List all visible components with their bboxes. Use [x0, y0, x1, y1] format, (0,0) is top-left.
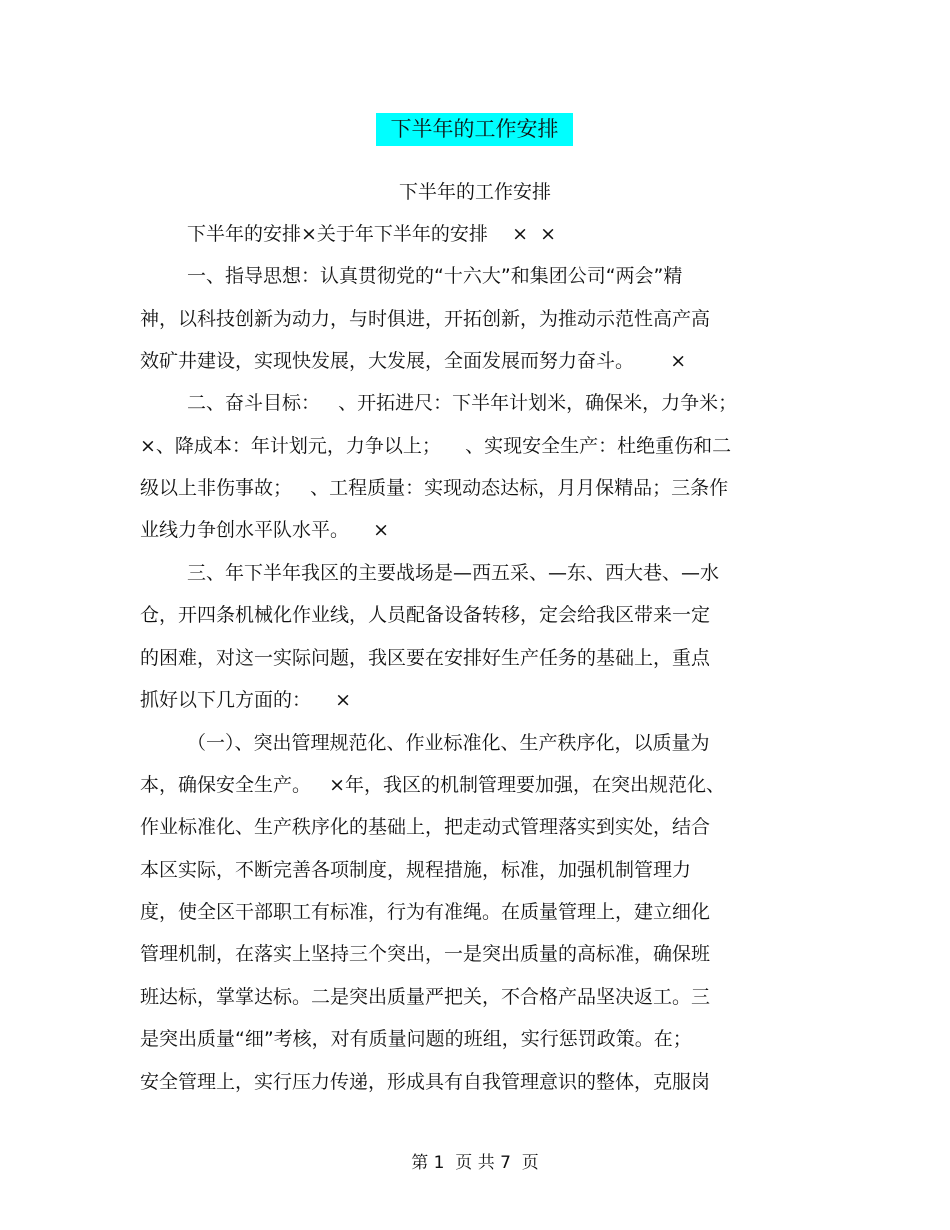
body-line: 班达标，掌掌达标。二是突出质量严把关，不合格产品坚决返工。三	[140, 986, 711, 1008]
body-line: 安全管理上，实行压力传递，形成具有自我管理意识的整体，克服岗	[140, 1071, 711, 1093]
body-line: 效矿井建设，实现快发展，大发展，全面发展而努力奋斗。 ×	[140, 350, 687, 372]
body-line: 一、指导思想：认真贯彻党的“十六大”和集团公司“两会”精	[187, 265, 683, 287]
body-line: ×、降成本：年计划元，力争以上； 、实现安全生产：杜绝重伤和二	[140, 435, 732, 457]
body-line: 的困难，对这一实际问题，我区要在安排好生产任务的基础上，重点	[140, 647, 711, 669]
body-line: 仓，开四条机械化作业线，人员配备设备转移，定会给我区带来一定	[140, 604, 711, 626]
body-line: 是突出质量“细”考核，对有质量问题的班组，实行惩罚政策。在；	[140, 1028, 692, 1050]
body-line: 本区实际，不断完善各项制度，规程措施，标准，加强机制管理力	[140, 859, 692, 881]
body-line: 度，使全区干部职工有标准，行为有准绳。在质量管理上，建立细化	[140, 901, 711, 923]
body-line: 二、奋斗目标： 、开拓进尺：下半年计划米，确保米，力争米；	[187, 392, 738, 414]
highlighted-title: 下半年的工作安排	[376, 113, 573, 146]
body-line: 本，确保安全生产。 ×年，我区的机制管理要加强，在突出规范化、	[140, 774, 726, 796]
body-line: （一）、突出管理规范化、作业标准化、生产秩序化，以质量为	[187, 732, 710, 754]
document-subtitle: 下半年的工作安排	[398, 181, 551, 203]
body-line: 作业标准化、生产秩序化的基础上，把走动式管理落实到实处，结合	[140, 816, 711, 838]
body-line: 级以上非伤事故； 、工程质量：实现动态达标，月月保精品；三条作	[140, 477, 729, 499]
body-line: 神，以科技创新为动力，与时俱进，开拓创新，为推动示范性高产高	[140, 308, 711, 330]
body-line: 三、年下半年我区的主要战场是—西五采、—东、西大巷、—水	[187, 562, 720, 584]
body-line: 下半年的安排×关于年下半年的安排 × ×	[187, 223, 556, 245]
body-line: 业线力争创水平队水平。 ×	[140, 519, 390, 541]
body-line: 抓好以下几方面的： ×	[140, 689, 352, 711]
page-footer: 第 1 页 共 7 页	[411, 1153, 539, 1173]
body-line: 管理机制，在落实上坚持三个突出，一是突出质量的高标准，确保班	[140, 943, 711, 965]
